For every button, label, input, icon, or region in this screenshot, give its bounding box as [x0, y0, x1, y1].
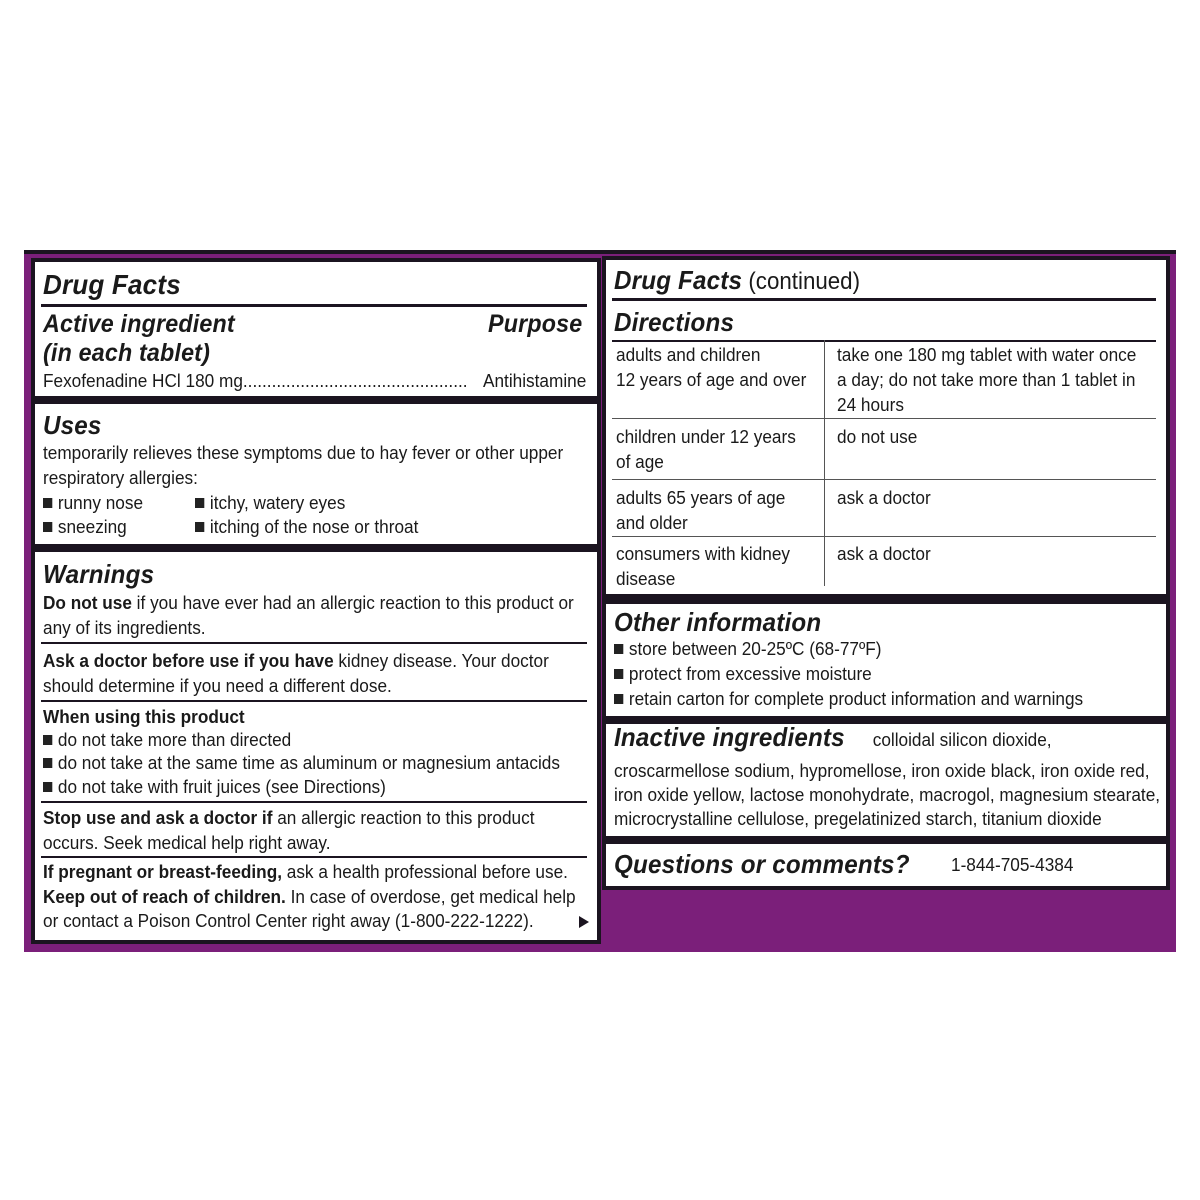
- directions-row-what: ask a doctor: [837, 543, 931, 564]
- warnings-title: Warnings: [43, 559, 155, 589]
- continue-arrow-icon: [579, 916, 589, 928]
- when-using-title: When using this product: [43, 706, 245, 727]
- warnings-divider: [41, 801, 587, 803]
- uses-item: itching of the nose or throat: [195, 515, 418, 539]
- other-information-item: protect from excessive moisture: [614, 662, 872, 686]
- pregnant-line: If pregnant or breast-feeding, ask a health professional before use.: [43, 861, 568, 882]
- bullet-icon: [195, 498, 204, 508]
- leader-dots: ...............................................: [242, 370, 468, 391]
- directions-table-top-rule: [612, 340, 1156, 342]
- directions-row-divider: [612, 479, 1156, 480]
- directions-row-who: consumers with kidney: [616, 543, 791, 564]
- inactive-ingredients-line-1: Inactive ingredients colloidal silicon dioxide,: [614, 722, 1052, 752]
- title-rule: [612, 298, 1156, 301]
- uses-box: [35, 404, 597, 544]
- ask-doctor-line-1: Ask a doctor before use if you have kidney disease. Your doctor: [43, 650, 549, 671]
- inactive-ingredients-line-3: iron oxide yellow, lactose monohydrate, macrogol, magnesium stearate,: [614, 784, 1161, 805]
- active-ingredient-subheading: (in each tablet): [43, 339, 211, 367]
- purpose-heading: Purpose: [488, 310, 583, 338]
- other-information-item: store between 20-25ºC (68-77ºF): [614, 637, 881, 661]
- directions-row-who: and older: [616, 512, 688, 533]
- directions-row-what: a day; do not take more than 1 tablet in: [837, 369, 1136, 390]
- bullet-icon: [43, 522, 52, 532]
- directions-column-divider: [824, 340, 825, 586]
- directions-title: Directions: [614, 307, 735, 337]
- title-rule: [41, 304, 587, 307]
- uses-item: runny nose: [43, 491, 143, 515]
- directions-row-who: disease: [616, 568, 676, 589]
- questions-phone: 1-844-705-4384: [951, 854, 1074, 875]
- bullet-icon: [43, 498, 52, 508]
- drug-facts-title: Drug Facts: [43, 269, 181, 300]
- active-ingredient-box: [35, 262, 597, 396]
- bullet-icon: [43, 758, 52, 768]
- directions-row-who: adults 65 years of age: [616, 487, 786, 508]
- bullet-icon: [43, 735, 52, 745]
- directions-box: [606, 260, 1166, 594]
- bullet-icon: [614, 694, 623, 704]
- bullet-icon: [614, 669, 623, 679]
- do-not-use-line-1: Do not use if you have ever had an allergic reaction to this product or: [43, 592, 574, 613]
- inactive-ingredients-line-4: microcrystalline cellulose, pregelatinized starch, titanium dioxide: [614, 808, 1102, 829]
- questions-box: [606, 844, 1166, 886]
- uses-item: itchy, watery eyes: [195, 491, 345, 515]
- bullet-icon: [43, 782, 52, 792]
- directions-row-divider: [612, 418, 1156, 419]
- do-not-use-line-2: any of its ingredients.: [43, 617, 206, 638]
- inactive-ingredients-line-2: croscarmellose sodium, hypromellose, iron oxide black, iron oxide red,: [614, 760, 1150, 781]
- bullet-icon: [195, 522, 204, 532]
- other-information-title: Other information: [614, 607, 822, 637]
- continued-title: Drug Facts (continued): [614, 265, 861, 295]
- ingredient-purpose: Antihistamine: [483, 370, 587, 391]
- directions-row-what: ask a doctor: [837, 487, 931, 508]
- directions-row-who: adults and children: [616, 344, 761, 365]
- when-using-item: do not take with fruit juices (see Directions): [43, 775, 386, 799]
- when-using-item: do not take more than directed: [43, 728, 291, 752]
- inactive-ingredients-box: [606, 724, 1166, 836]
- directions-row-who: 12 years of age and over: [616, 369, 807, 390]
- uses-title: Uses: [43, 410, 102, 440]
- stop-use-line-1: Stop use and ask a doctor if an allergic reaction to this product: [43, 807, 535, 828]
- bullet-icon: [614, 644, 623, 654]
- keep-out-line-2: or contact a Poison Control Center right away (1-800-222-1222).: [43, 910, 534, 931]
- keep-out-line-1: Keep out of reach of children. In case of overdose, get medical help: [43, 886, 576, 907]
- uses-text-line-1: temporarily relieves these symptoms due to hay fever or other upper: [43, 442, 564, 463]
- ingredient-name: Fexofenadine HCl 180 mg: [43, 370, 243, 391]
- uses-item: sneezing: [43, 515, 127, 539]
- directions-row-who: children under 12 years: [616, 426, 796, 447]
- directions-row-what: take one 180 mg tablet with water once: [837, 344, 1137, 365]
- other-information-box: [606, 604, 1166, 716]
- when-using-item: do not take at the same time as aluminum or magnesium antacids: [43, 751, 560, 775]
- warnings-divider: [41, 700, 587, 702]
- warnings-divider: [41, 642, 587, 644]
- uses-text-line-2: respiratory allergies:: [43, 467, 198, 488]
- warnings-divider: [41, 856, 587, 858]
- active-ingredient-heading: Active ingredient: [43, 310, 235, 338]
- warnings-box: [35, 552, 597, 940]
- questions-title: Questions or comments?: [614, 849, 910, 879]
- other-information-item: retain carton for complete product information and warnings: [614, 687, 1083, 711]
- directions-row-what: do not use: [837, 426, 918, 447]
- ask-doctor-line-2: should determine if you need a different dose.: [43, 675, 392, 696]
- directions-row-divider: [612, 536, 1156, 537]
- directions-row-what: 24 hours: [837, 394, 904, 415]
- stop-use-line-2: occurs. Seek medical help right away.: [43, 832, 331, 853]
- directions-row-who: of age: [616, 451, 664, 472]
